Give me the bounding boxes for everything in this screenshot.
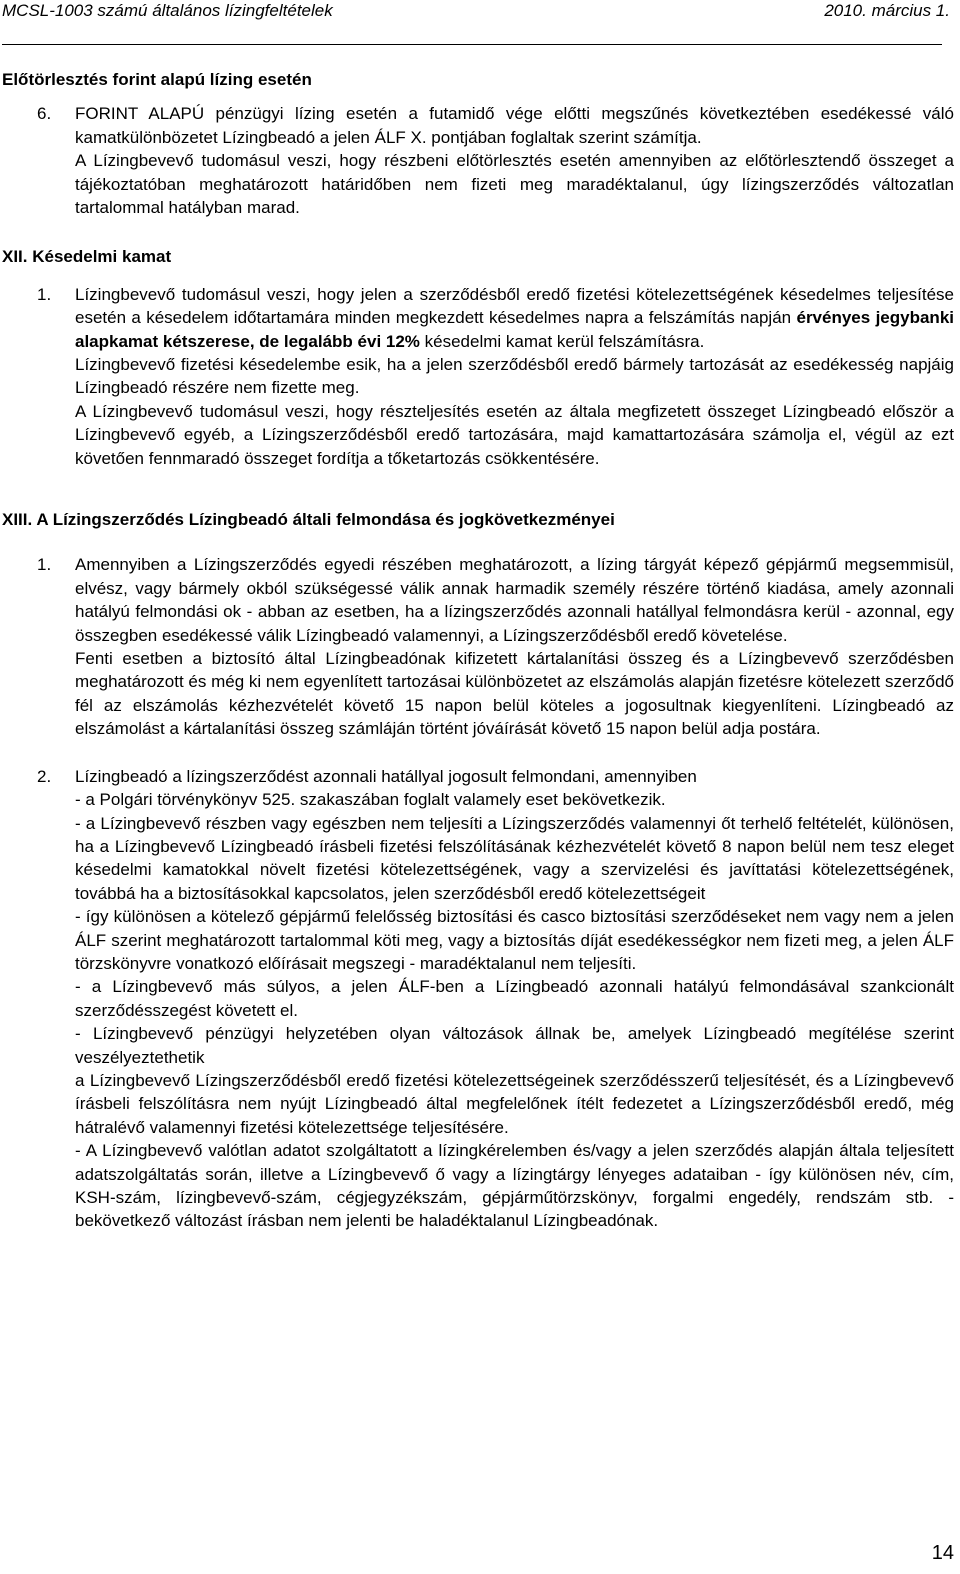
xii-item-1 — [0, 283, 960, 470]
item-number: 1. — [37, 555, 52, 575]
paragraph: A Lízingbevevő tudomásul veszi, hogy részbeni előtörlesztés esetén amennyiben az előtörlesztendő összeget a tájékoztatóban meghatározott határidőben nem fizeti meg maradéktalanul, úgy lízingszerződés változatlan tartalommal hatályban marad. — [75, 151, 954, 218]
paragraph: Lízingbevevő fizetési késedelembe esik, ha a jelen szerződésből eredő bármely tartozását az esedékesség napjáig Lízingbeadó részére nem fizette meg. — [75, 355, 954, 398]
text-run: késedelmi kamat kerül felszámításra. — [419, 331, 705, 351]
paragraph: Amennyiben a Lízingszerződés egyedi részében meghatározott, a lízing tárgyát képező gépjármű megsemmisül, elvész, vagy bármely okból szükségessé válik annak harmadik személy részére történő kiadása, amely azonnali hatályú felmondási ok - abban az esetben, ha a lízingszerződés azonnali hatállyal felmondásra kerül - azonnal, egy összegben esedékessé válik Lízingbeadó valamennyi, a Lízingszerződésből eredő követelése. — [75, 555, 954, 645]
section-title-xiii: XIII. A Lízingszerződés Lízingbeadó általi felmondása és jogkövetkezményei — [2, 510, 615, 530]
prepayment-item-6 — [0, 102, 960, 219]
paragraph: A Lízingbevevő tudomásul veszi, hogy részteljesítés esetén az általa megfizetett összeget Lízingbeadó először a Lízingbevevő egyéb, a Lízingszerződésből eredő tartozására, majd kamattartozására számolja el, végül az ezt követően fennmaradó összeget fordítja a tőketartozás csökkentésére. — [75, 401, 954, 468]
header-divider — [2, 44, 942, 45]
text-run: Lízingbevevő tudomásul veszi, hogy jelen a szerződésből eredő fizetési kötelezettségének késedelmes teljesítése esetén a késedelem időtartamára minden megkezdett késedelmes napra a felszámítás napján — [75, 284, 954, 328]
xiii-item-1 — [0, 553, 960, 740]
paragraph: Fenti esetben a biztosító által Lízingbeadónak kifizetett kártalanítási összeg és a Lízingbevevő szerződésben meghatározott és még ki nem egyenlített tartozásai különbözetet az elszámolás alapján fizetésre kötelezett szerződő fél az elszámolás kézhezvételét követő 15 napon belül köteles a jogosultnak kiegyenlíteni. Lízingbeadó az elszámolást a kártalanítási összeg számláján történt jóváírását követő 15 napon belül adja postára. — [75, 649, 954, 739]
item-number: 1. — [37, 284, 52, 304]
document-date: 2010. március 1. — [824, 1, 950, 20]
page-header — [0, 0, 960, 48]
list-item: - így különösen a kötelező gépjármű felelősség biztosítási és casco biztosítási szerződéseket nem vagy nem a jelen ÁLF szerint meghatározott tartalommal köti meg, vagy a biztosítás díját esedékességkor nem fizeti meg, a jelen ÁLF törzskönyvre vonatkozó előírásait megszegi - maradéktalanul nem teljesíti. — [75, 907, 954, 973]
document-code: MCSL-1003 számú általános lízingfeltételek — [2, 1, 333, 20]
paragraph — [75, 283, 954, 353]
section-title-prepayment: Előtörlesztés forint alapú lízing esetén — [2, 70, 312, 89]
list-item: - a Lízingbevevő részben vagy egészben nem teljesíti a Lízingszerződés valamennyi őt terhelő feltételét, különösen, ha a Lízingbevevő Lízingbeadó írásbeli fizetési felszólításának kézhezvételét követő 8 napon belül nem tesz eleget késedelmi kamatokkal növelt fizetési kötelezettségének, vagy a szervizelési és javíttatási kötelezettségének, továbbá ha a biztosításokkal kapcsolatos, jelen szerződésből eredő kötelezettségeit — [75, 813, 954, 903]
paragraph: FORINT ALAPÚ pénzügyi lízing esetén a futamidő vége előtti megszűnés következtében esedékessé váló kamatkülönbözetet Lízingbeadó a jelen ÁLF X. pontjában foglaltak szerint számítja. — [75, 104, 954, 147]
bold-text-run: érvényes jegybanki alapkamat kétszerese, de legalább évi 12% — [75, 308, 954, 351]
list-item: - A Lízingbevevő valótlan adatot szolgáltatott a lízingkérelemben és/vagy a jelen szerződés alapján általa teljesített adatszolgáltatás során, illetve a Lízingbevevő ő vagy a lízingtárgy lényeges adataiban - így különösen név, cím, KSH-szám, lízingbevevő-szám, cégjegyzékszám, gépjárműtörzskönyv, forgalmi engedély, rendszám stb. - bekövetkező változást írásban nem jelenti be haladéktalanul Lízingbeadónak. — [75, 1141, 954, 1231]
list-item: - Lízingbevevő pénzügyi helyzetében olyan változások állnak be, amelyek Lízingbeadó megítélése szerint veszélyeztethetik — [75, 1024, 954, 1067]
page-number: 14 — [931, 1542, 954, 1564]
list-item: - a Lízingbevevő más súlyos, a jelen ÁLF-ben a Lízingbeadó azonnali hatályú felmondásával szankcionált szerződésszegést követett el. — [75, 977, 954, 1020]
xiii-item-2 — [0, 765, 960, 1233]
document-body — [0, 56, 960, 1233]
list-item: - a Polgári törvénykönyv 525. szakaszában foglalt valamely eset bekövetkezik. — [75, 790, 666, 810]
item-number: 2. — [37, 766, 52, 786]
item-number: 6. — [37, 104, 52, 124]
paragraph: Lízingbeadó a lízingszerződést azonnali hatállyal jogosult felmondani, amennyiben — [75, 766, 697, 786]
section-title-xii: XII. Késedelmi kamat — [2, 247, 172, 267]
paragraph: a Lízingbevevő Lízingszerződésből eredő fizetési kötelezettségeinek szerződésszerű teljesítését, és a Lízingbevevő írásbeli felszólításra nem nyújt Lízingbeadó által megfelelőnek ítélt fedezetet a Lízingszerződésből eredő, még hátralévő valamennyi fizetési kötelezettsége teljesítésére. — [75, 1070, 954, 1137]
